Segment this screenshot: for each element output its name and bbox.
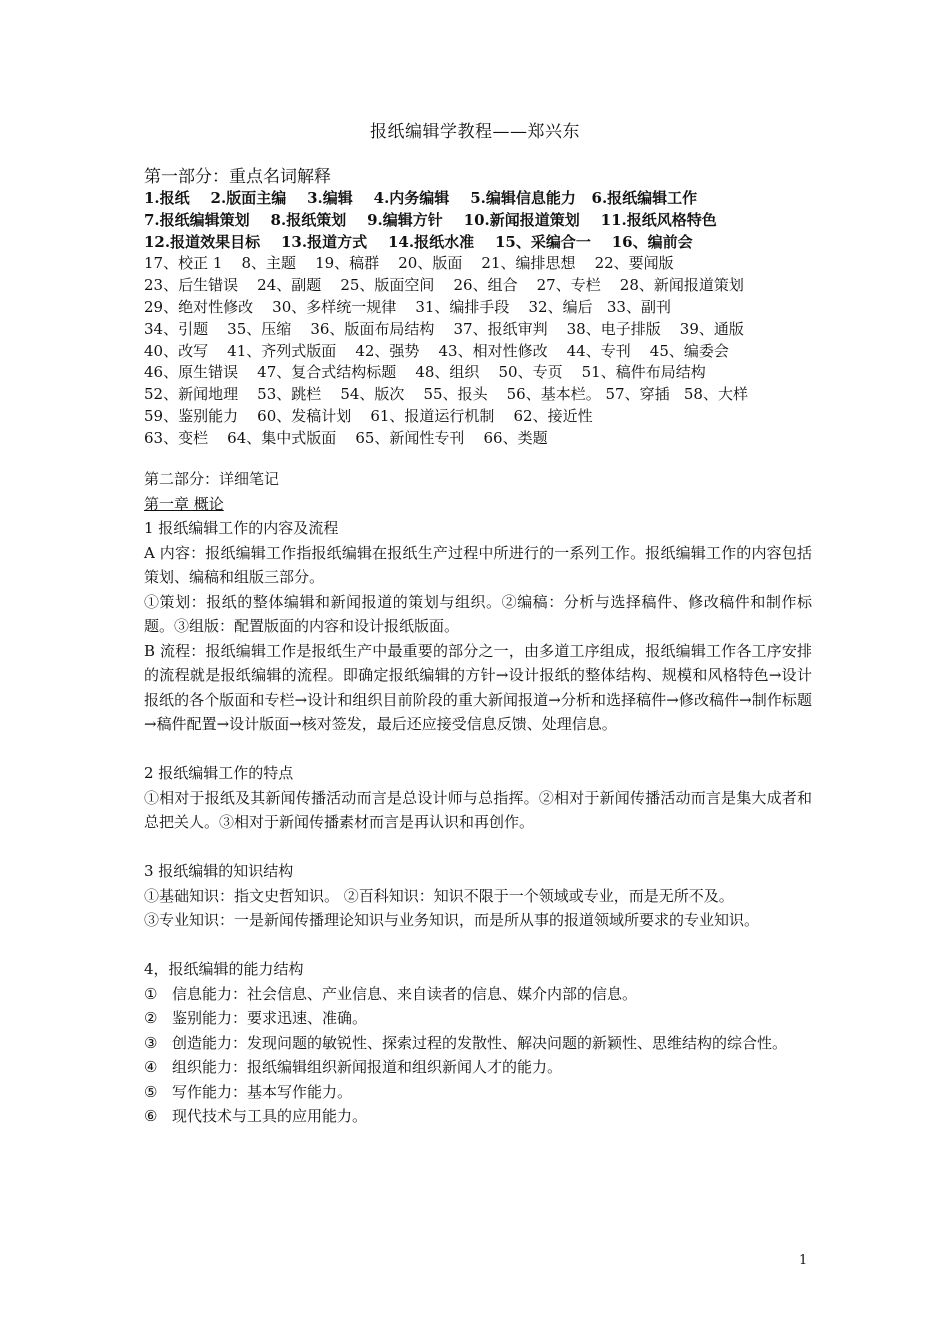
term-line: 46、原生错误 47、复合式结构标题 48、组织 50、专页 51、稿件布局结构	[144, 363, 706, 382]
list-number: ②	[144, 1009, 158, 1027]
list-item	[144, 1104, 812, 1129]
chapter-heading: 第一章 概论	[144, 494, 224, 513]
paragraph: A 内容：报纸编辑工作指报纸编辑在报纸生产过程中所进行的一系列工作。报纸编辑工作的内容包括策划、编稿和组版三部分。	[144, 543, 812, 586]
term-line: 59、鉴别能力 60、发稿计划 61、报道运行机制 62、接近性	[144, 406, 593, 425]
list-text: 信息能力：社会信息、产业信息、来自读者的信息、媒介内部的信息。	[172, 984, 638, 1003]
term-line: 23、后生错误 24、副题 25、版面空间 26、组合 27、专栏 28、新闻报道策划	[144, 276, 744, 295]
list-item	[144, 1055, 812, 1080]
list-item	[144, 1006, 812, 1031]
list-item	[144, 1031, 812, 1056]
term-line: 63、变栏 64、集中式版面 65、新闻性专刊 66、类题	[144, 428, 548, 447]
list-text: 鉴别能力：要求迅速、准确。	[172, 1009, 368, 1027]
list-item	[144, 1080, 812, 1105]
term-line: 12.报道效果目标 13.报道方式 14.报纸水准 15、采编合一 16、编前会	[144, 232, 693, 251]
list-text: 写作能力：基本写作能力。	[172, 1082, 353, 1101]
term-line: 1.报纸 2.版面主编 3.编辑 4.内务编辑 5.编辑信息能力 6.报纸编辑工作	[144, 189, 698, 207]
term-line: 29、绝对性修改 30、多样统一规律 31、编排手段 32、编后 33、副刊	[144, 297, 671, 316]
section-title: 1 报纸编辑工作的内容及流程	[144, 519, 339, 537]
term-line: 7.报纸编辑策划 8.报纸策划 9.编辑方针 10.新闻报道策划 11.报纸风格特色	[144, 210, 717, 229]
paragraph: ③专业知识：一是新闻传播理论知识与业务知识，而是所从事的报道领域所要求的专业知识。	[144, 911, 760, 929]
list-number: ⑥	[144, 1107, 158, 1125]
list-item	[144, 982, 812, 1007]
paragraph: ①基础知识：指文史哲知识。 ②百科知识：知识不限于一个领域或专业，而是无所不及。	[144, 886, 734, 905]
term-line: 52、新闻地理 53、跳栏 54、版次 55、报头 56、基本栏。 57、穿插 58、大样	[144, 385, 748, 404]
list-number: ④	[144, 1058, 158, 1076]
list-number: ⑤	[144, 1082, 158, 1101]
list-text: 组织能力：报纸编辑组织新闻报道和组织新闻人才的能力。	[172, 1058, 563, 1076]
list-number: ③	[144, 1033, 158, 1052]
section-title: 4，报纸编辑的能力结构	[144, 960, 304, 978]
paragraph: ①相对于报纸及其新闻传播活动而言是总设计师与总指挥。②相对于新闻传播活动而言是集大成者和总把关人。③相对于新闻传播素材而言是再认识和再创作。	[144, 788, 812, 831]
part2-notes	[144, 467, 812, 1129]
term-line: 34、引题 35、压缩 36、版面布局结构 37、报纸审判 38、电子排版 39、通版	[144, 319, 744, 338]
document-title: 报纸编辑学教程——郑兴东	[370, 122, 580, 142]
paragraph: ①策划：报纸的整体编辑和新闻报道的策划与组织。②编稿：分析与选择稿件、修改稿件和制作标题。③组版：配置版面的内容和设计报纸版面。	[144, 592, 812, 635]
list-text: 现代技术与工具的应用能力。	[172, 1107, 368, 1125]
list-text: 创造能力：发现问题的敏锐性、探索过程的发散性、解决问题的新颖性、思维结构的综合性。	[172, 1033, 788, 1052]
page-number: 1	[799, 1253, 808, 1268]
list-number: ①	[144, 984, 158, 1003]
term-line: 40、改写 41、齐列式版面 42、强势 43、相对性修改 44、专刊 45、编委会	[144, 341, 729, 360]
term-list	[144, 188, 824, 450]
section-title: 3 报纸编辑的知识结构	[144, 862, 294, 880]
term-line: 17、校正 1 8、主题 19、稿群 20、版面 21、编排思想 22、要闻版	[144, 254, 674, 273]
part1-heading: 第一部分：重点名词解释	[144, 167, 331, 187]
part2-heading: 第二部分：详细笔记	[144, 470, 280, 488]
section-title: 2 报纸编辑工作的特点	[144, 764, 294, 782]
paragraph: B 流程：报纸编辑工作是报纸生产中最重要的部分之一，由多道工序组成，报纸编辑工作各工序安排的流程就是报纸编辑的流程。即确定报纸编辑的方针→设计报纸的整体结构、规模和风格特色→设计报纸的各个版面和专栏→设计和组织目前阶段的重大新闻报道→分析和选择稿件→修改稿件→制作标题→稿件配置→设计版面→核对签发，最后还应接受信息反馈、处理信息。	[144, 641, 812, 733]
